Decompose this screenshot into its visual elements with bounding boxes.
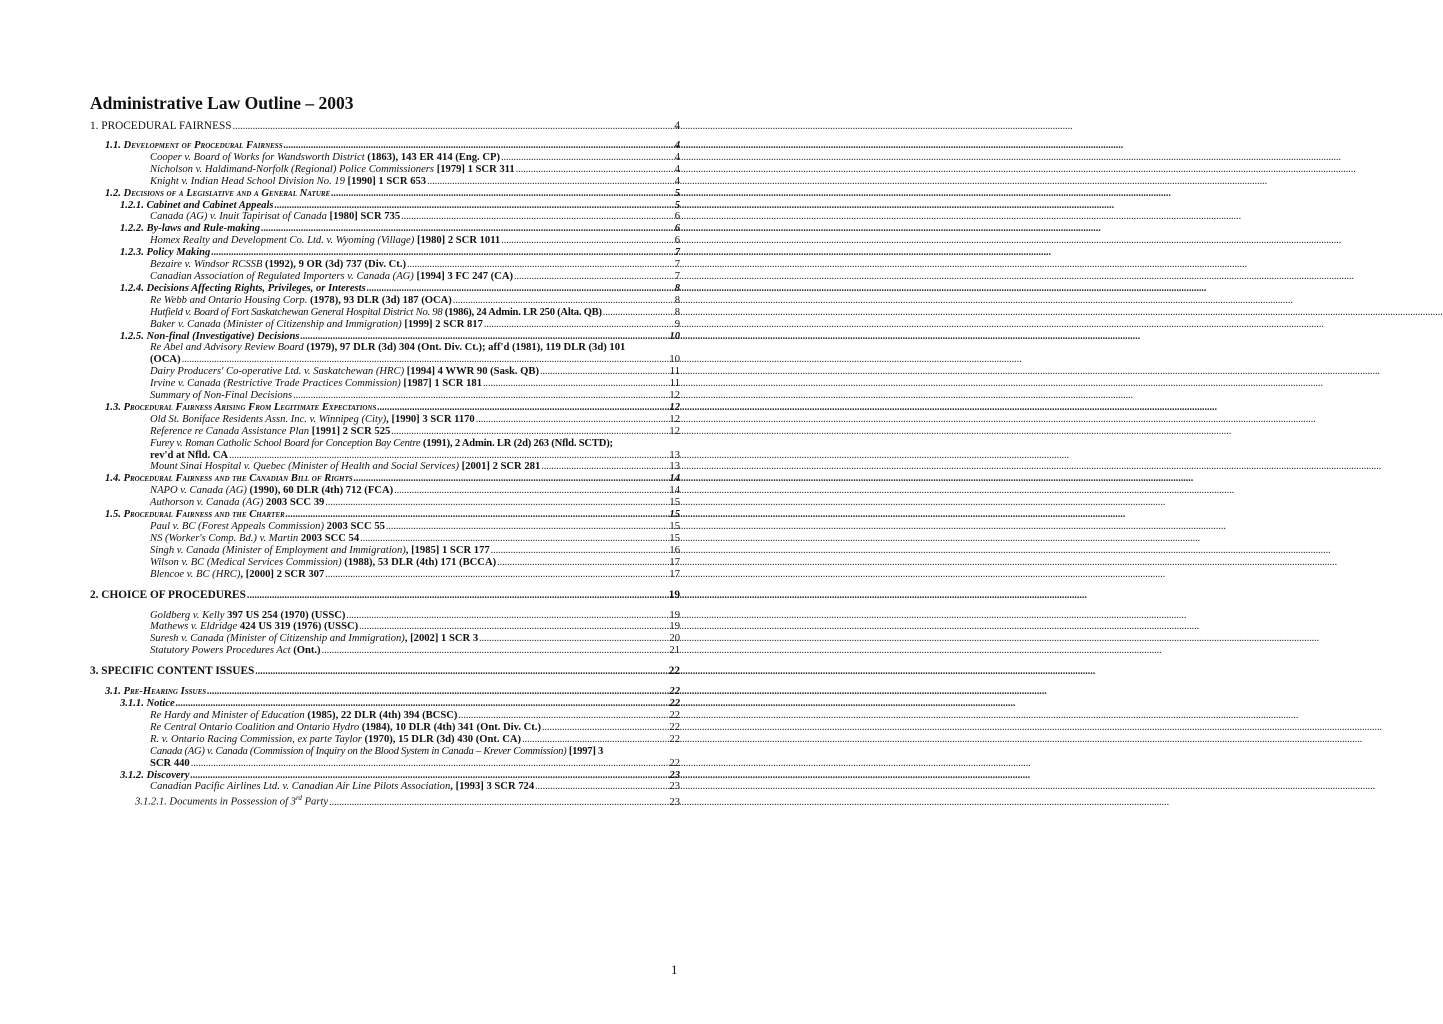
toc-section-1-2[interactable]: 1.2. Decisions of a Legislative and a General Nature ..... 5 [0, 188, 680, 200]
toc-case-entry[interactable]: Re Webb and Ontario Housing Corp. (1978), 93 DLR (3d) 187 (OCA) ..... 8 [0, 295, 680, 307]
toc-case-entry[interactable]: Blencoe v. BC (HRC), [2000] 2 SCR 307 ..... 17 [0, 569, 680, 581]
toc-case-entry[interactable]: R. v. Ontario Racing Commission, ex parte Taylor (1970), 15 DLR (3d) 430 (Ont. CA) ..... 22 [0, 734, 680, 746]
toc-case-entry[interactable]: Goldberg v. Kelly 397 US 254 (1970) (USSC) ..... 19 [0, 610, 680, 622]
toc-case-entry-line2[interactable]: (OCA) ..... 10 [0, 354, 680, 366]
page-number: 1 [671, 962, 678, 977]
toc-case-entry[interactable]: Canadian Association of Regulated Importers v. Canada (AG) [1994] 3 FC 247 (CA) ..... 7 [0, 271, 680, 283]
toc-case-entry[interactable]: Hutfield v. Board of Fort Saskatchewan General Hospital District No. 98 (1986), 24 Admin. LR 250 (Alta. QB) ..... 8 [0, 307, 680, 319]
toc-case-entry[interactable]: Bezaire v. Windsor RCSSB (1992), 9 OR (3d) 737 (Div. Ct.) ..... 7 [0, 259, 680, 271]
toc-case-entry[interactable]: Re Hardy and Minister of Education (1985), 22 DLR (4th) 394 (BCSC) ..... 22 [0, 710, 680, 722]
toc-case-entry-line1[interactable]: Canada (AG) v. Canada (Commission of Inquiry on the Blood System in Canada – Krever Commission) [1997] 3 [150, 745, 604, 757]
toc-section-1[interactable]: 1. PROCEDURAL FAIRNESS ..... 4 [0, 120, 680, 133]
table-of-contents [0, 120, 768, 809]
toc-case-entry[interactable]: Irvine v. Canada (Restrictive Trade Practices Commission) [1987] 1 SCR 181 ..... 11 [0, 378, 680, 390]
toc-section-1-1[interactable]: 1.1. Development of Procedural Fairness ..... 4 [0, 140, 680, 152]
toc-section-3[interactable]: 3. SPECIFIC CONTENT ISSUES ..... 22 [0, 664, 680, 679]
toc-subsection-3-1-2-1[interactable]: 3.1.2.1. Documents in Possession of 3rd Party ..... 23 [0, 793, 680, 808]
toc-case-entry-line2[interactable]: rev'd at Nfld. CA ..... 13 [0, 450, 680, 462]
toc-case-entry[interactable]: Wilson v. BC (Medical Services Commission) (1988), 53 DLR (4th) 171 (BCCA) ..... 17 [0, 557, 680, 569]
toc-case-entry[interactable]: Cooper v. Board of Works for Wandsworth District (1863), 143 ER 414 (Eng. CP) ..... 4 [0, 152, 680, 164]
toc-section-1-2-2[interactable]: 1.2.2. By-laws and Rule-making ..... 6 [0, 223, 680, 235]
toc-section-3-1-2[interactable]: 3.1.2. Discovery ..... 23 [0, 770, 680, 782]
toc-case-entry-line1[interactable]: Furey v. Roman Catholic School Board for Conception Bay Centre (1991), 2 Admin. LR (2d) 263 (Nfld. SCTD); [150, 437, 613, 449]
page-title: Administrative Law Outline – 2003 [90, 93, 354, 113]
toc-case-entry[interactable]: Suresh v. Canada (Minister of Citizenship and Immigration), [2002] 1 SCR 3 ..... 20 [0, 633, 680, 645]
toc-case-entry-line2[interactable]: SCR 440 ..... 22 [0, 758, 680, 770]
toc-case-entry-line1[interactable]: Re Abel and Advisory Review Board (1979), 97 DLR (3d) 304 (Ont. Div. Ct.); aff'd (1981), 119 DLR (3d) 101 [150, 342, 626, 354]
toc-case-entry[interactable]: Authorson v. Canada (AG) 2003 SCC 39 ..... 15 [0, 497, 680, 509]
toc-section-1-2-1[interactable]: 1.2.1. Cabinet and Cabinet Appeals ..... 5 [0, 200, 680, 212]
toc-case-entry[interactable]: Baker v. Canada (Minister of Citizenship and Immigration) [1999] 2 SCR 817 ..... 9 [0, 319, 680, 331]
toc-case-entry[interactable]: Dairy Producers' Co-operative Ltd. v. Saskatchewan (HRC) [1994] 4 WWR 90 (Sask. QB) ..... 11 [0, 366, 680, 378]
toc-section-2[interactable]: 2. CHOICE OF PROCEDURES ..... 19 [0, 588, 680, 603]
toc-case-entry[interactable]: Knight v. Indian Head School Division No. 19 [1990] 1 SCR 653 ..... 4 [0, 176, 680, 188]
toc-case-entry[interactable]: Old St. Boniface Residents Assn. Inc. v. Winnipeg (City), [1990] 3 SCR 1170 ..... 12 [0, 414, 680, 426]
toc-case-entry[interactable]: NAPO v. Canada (AG) (1990), 60 DLR (4th) 712 (FCA) ..... 14 [0, 485, 680, 497]
toc-case-entry[interactable]: Reference re Canada Assistance Plan [1991] 2 SCR 525 ..... 12 [0, 426, 680, 438]
toc-case-entry[interactable]: Mathews v. Eldridge 424 US 319 (1976) (USSC) ..... 19 [0, 621, 680, 633]
toc-section-1-2-5[interactable]: 1.2.5. Non-final (Investigative) Decisions ..... 10 [0, 331, 680, 343]
toc-section-1-2-3[interactable]: 1.2.3. Policy Making ..... 7 [0, 247, 680, 259]
toc-case-entry[interactable]: Re Central Ontario Coalition and Ontario Hydro (1984), 10 DLR (4th) 341 (Ont. Div. Ct.) ..... 22 [0, 722, 680, 734]
toc-section-3-1[interactable]: 3.1. Pre-Hearing Issues ..... 22 [0, 686, 680, 698]
toc-section-1-5[interactable]: 1.5. Procedural Fairness and the Charter ..... 15 [0, 509, 680, 521]
toc-case-entry[interactable]: Singh v. Canada (Minister of Employment and Immigration), [1985] 1 SCR 177 ..... 16 [0, 545, 680, 557]
toc-case-entry[interactable]: Paul v. BC (Forest Appeals Commission) 2003 SCC 55 ..... 15 [0, 521, 680, 533]
toc-case-entry[interactable]: Homex Realty and Development Co. Ltd. v. Wyoming (Village) [1980] 2 SCR 1011 ..... 6 [0, 235, 680, 247]
toc-case-entry[interactable]: Canadian Pacific Airlines Ltd. v. Canadian Air Line Pilots Association, [1993] 3 SCR 724 ..... 23 [0, 781, 680, 793]
toc-section-1-2-4[interactable]: 1.2.4. Decisions Affecting Rights, Privileges, or Interests ..... 8 [0, 283, 680, 295]
toc-case-entry[interactable]: Canada (AG) v. Inuit Tapirisat of Canada [1980] SCR 735 ..... 6 [0, 211, 680, 223]
toc-case-entry[interactable]: NS (Worker's Comp. Bd.) v. Martin 2003 SCC 54 ..... 15 [0, 533, 680, 545]
toc-section-1-4[interactable]: 1.4. Procedural Fairness and the Canadian Bill of Rights ..... 14 [0, 473, 680, 485]
toc-section-3-1-1[interactable]: 3.1.1. Notice ..... 22 [0, 698, 680, 710]
toc-case-entry[interactable]: Summary of Non-Final Decisions ..... 12 [0, 390, 680, 402]
toc-section-1-3[interactable]: 1.3. Procedural Fairness Arising From Legitimate Expectations ..... 12 [0, 402, 680, 414]
toc-case-entry[interactable]: Mount Sinai Hospital v. Quebec (Minister of Health and Social Services) [2001] 2 SCR 281 ..... 13 [0, 461, 680, 473]
toc-case-entry[interactable]: Nicholson v. Haldimand-Norfolk (Regional) Police Commissioners [1979] 1 SCR 311 ..... 4 [0, 164, 680, 176]
toc-case-entry[interactable]: Statutory Powers Procedures Act (Ont.) ..... 21 [0, 645, 680, 657]
